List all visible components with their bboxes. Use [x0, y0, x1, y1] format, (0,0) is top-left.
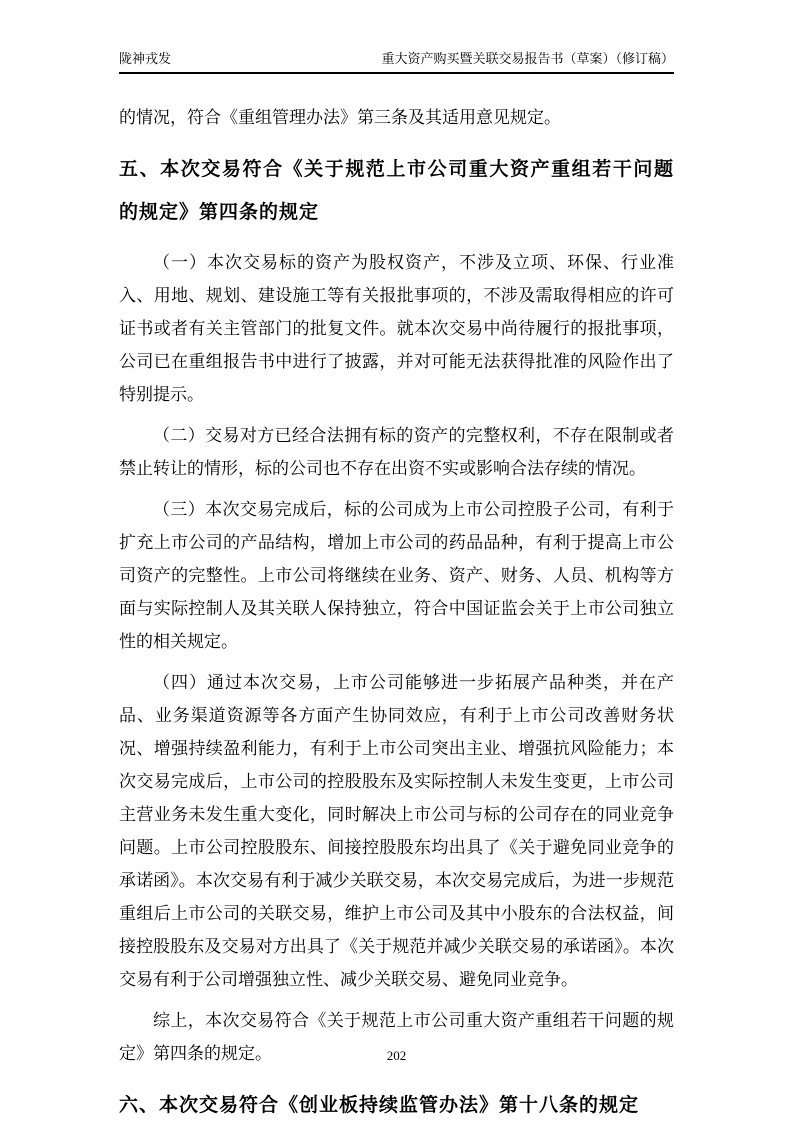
page-number: 202 — [386, 1048, 407, 1063]
paragraph-3: （三）本次交易完成后，标的公司成为上市公司控股子公司，有利于扩充上市公司的产品结构，增加上市公司的药品品种，有利于提高上市公司资产的完整性。上市公司将继续在业务、资产、财务、人员、机构等方面与实际控制人及其关联人保持独立，符合中国证监会关于上市公司独立性的相关规定。 — [119, 500, 674, 651]
paragraph-4: （四）通过本次交易，上市公司能够进一步拓展产品种类，并在产品、业务渠道资源等各方面产生协同效应，有利于上市公司改善财务状况、增强持续盈利能力，有利于上市公司突出主业、增强抗风险能力；本次交易完成后，上市公司的控股股东及实际控制人未发生变更，上市公司主营业务未发生重大变化，同时解决上市公司与标的公司存在的同业竞争问题。上市公司控股股东、间接控股股东均出具了《关于避免同业竞争的承诺函》。本次交易有利于减少关联交易，本次交易完成后，为进一步规范重组后上市公司的关联交易，维护上市公司及其中小股东的合法权益，间接控股股东及交易对方出具了《关于规范并减少关联交易的承诺函》。本次交易有利于公司增强独立性、减少关联交易、避免同业竞争。 — [119, 673, 674, 989]
page-header — [119, 50, 674, 74]
section-6-heading: 六、本次交易符合《创业板持续监管办法》第十八条的规定 — [119, 1095, 640, 1116]
header-document-title: 重大资产购买暨关联交易报告书（草案）（修订稿） — [381, 51, 674, 66]
paragraph-1: （一）本次交易标的资产为股权资产，不涉及立项、环保、行业准入、用地、规划、建设施工等有关报批事项的，不涉及需取得相应的许可证书或者有关主管部门的批复文件。就本次交易中尚待履行的报批事项，公司已在重组报告书中进行了披露，并对可能无法获得批准的风险作出了特别提示。 — [119, 253, 674, 404]
section-5-heading: 五、本次交易符合《关于规范上市公司重大资产重组若干问题的规定》第四条的规定 — [119, 159, 674, 223]
header-company-name: 陇神戎发 — [119, 51, 172, 66]
continuation-paragraph: 的情况，符合《重组管理办法》第三条及其适用意见规定。 — [119, 108, 561, 127]
paragraph-2: （二）交易对方已经合法拥有标的资产的完整权利，不存在限制或者禁止转让的情形，标的公司也不存在出资不实或影响合法存续的情况。 — [119, 426, 674, 478]
paragraph-summary: 综上，本次交易符合《关于规范上市公司重大资产重组若干问题的规定》第四条的规定。 — [119, 1011, 674, 1063]
